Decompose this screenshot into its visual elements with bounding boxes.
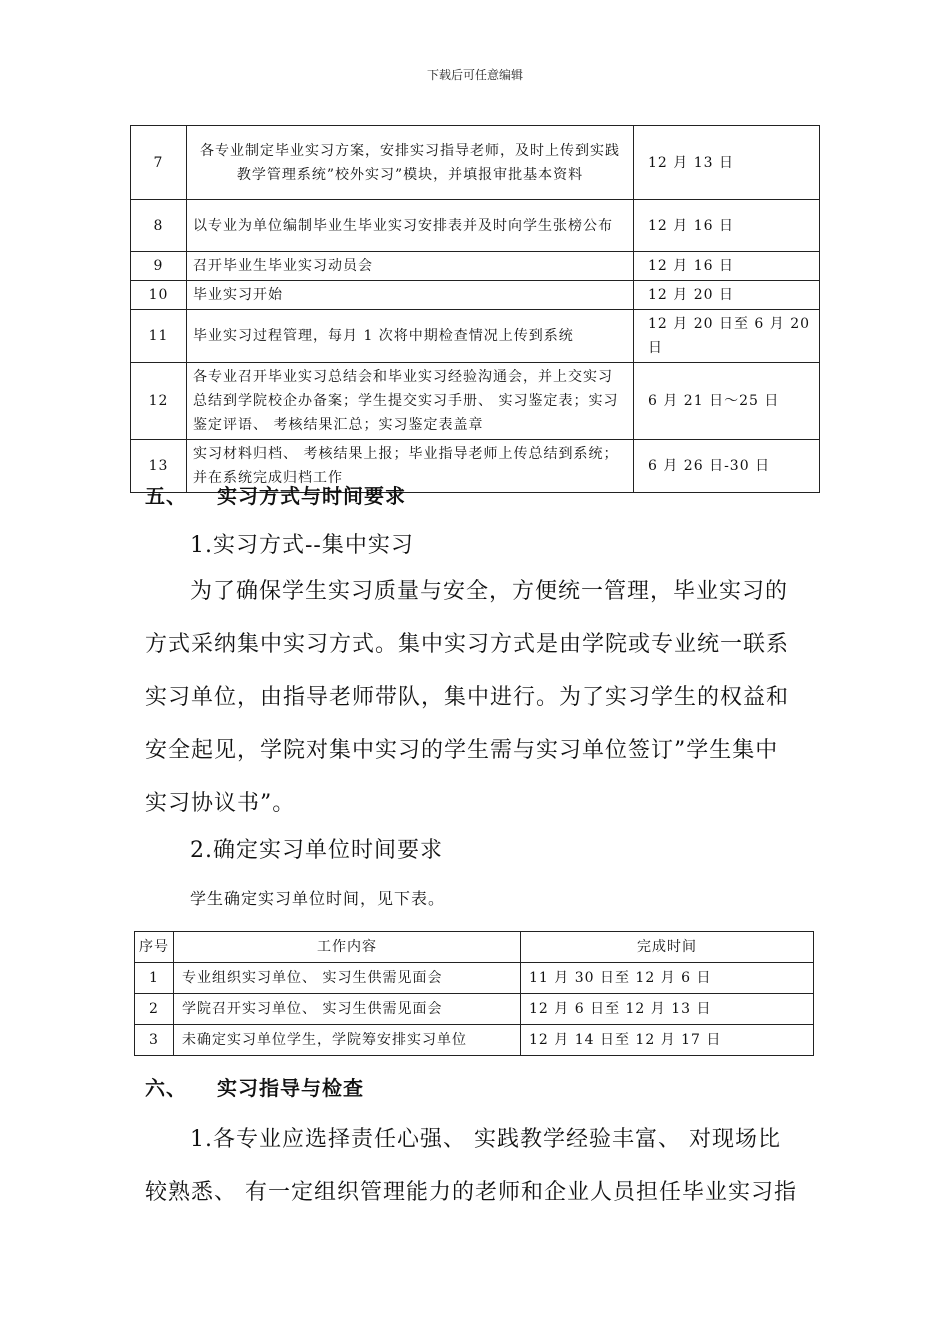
row-content: 专业组织实习单位、 实习生供需见面会 — [174, 963, 521, 994]
row-content: 召开毕业生毕业实习动员会 — [187, 252, 634, 281]
table-row — [131, 363, 820, 440]
row-number: 12 — [131, 363, 187, 440]
row-content: 毕业实习过程管理，每月 1 次将中期检查情况上传到系统 — [187, 310, 634, 363]
row-date: 12 月 16 日 — [634, 252, 820, 281]
table-row — [131, 126, 820, 200]
placement-deadline-table — [134, 931, 814, 1056]
table-header-row — [135, 932, 814, 963]
section-5-title: 实习方式与时间要求 — [217, 484, 406, 508]
section-5-heading — [145, 480, 406, 509]
row-number: 11 — [131, 310, 187, 363]
row-content: 以专业为单位编制毕业生毕业实习安排表并及时向学生张榜公布 — [187, 200, 634, 252]
section-6-title: 实习指导与检查 — [217, 1076, 364, 1100]
schedule-table-continued — [130, 125, 820, 493]
row-content: 学院召开实习单位、 实习生供需见面会 — [174, 994, 521, 1025]
section-5-subheading-2: 2.确定实习单位时间要求 — [190, 838, 443, 863]
row-number: 1 — [135, 963, 174, 994]
section-6-number: 六、 — [145, 1076, 187, 1100]
row-number: 7 — [131, 126, 187, 200]
paragraph-line: 安全起见，学院对集中实习的学生需与实习单位签订”学生集中 — [145, 738, 779, 763]
row-number: 2 — [135, 994, 174, 1025]
row-date: 11 月 30 日至 12 月 6 日 — [521, 963, 814, 994]
section-6-paragraph — [145, 1113, 810, 1219]
table-row — [131, 281, 820, 310]
row-date: 12 月 20 日至 6 月 20 日 — [634, 310, 820, 363]
table-row — [135, 963, 814, 994]
row-content: 未确定实习单位学生，学院筹安排实习单位 — [174, 1025, 521, 1056]
row-number: 9 — [131, 252, 187, 281]
row-date: 12 月 20 日 — [634, 281, 820, 310]
table-intro: 学生确定实习单位时间，见下表。 — [190, 889, 446, 908]
row-date: 12 月 14 日至 12 月 17 日 — [521, 1025, 814, 1056]
section-5-subheading-1: 1.实习方式--集中实习 — [190, 533, 414, 558]
table-row — [135, 1025, 814, 1056]
header-note: 下载后可任意编辑 — [426, 68, 523, 82]
row-number: 3 — [135, 1025, 174, 1056]
row-content: 各专业召开毕业实习总结会和毕业实习经验沟通会，并上交实习总结到学院校企办备案；学生提交实习手册、 实习鉴定表；实习鉴定评语、 考核结果汇总；实习鉴定表盖章 — [187, 363, 634, 440]
section-5-number: 五、 — [145, 484, 187, 508]
section-5-paragraph — [145, 565, 810, 830]
row-content: 实习材料归档、 考核结果上报；毕业指导老师上传总结到系统；并在系统完成归档工作 — [187, 440, 634, 493]
header-number: 序号 — [135, 932, 174, 963]
table-row — [131, 252, 820, 281]
paragraph-line: 较熟悉、 有一定组织管理能力的老师和企业人员担任毕业实习指 — [145, 1180, 797, 1205]
paragraph-line: 实习协议书”。 — [145, 791, 296, 816]
header-date: 完成时间 — [521, 932, 814, 963]
paragraph-line: 方式采纳集中实习方式。集中实习方式是由学院或专业统一联系 — [145, 632, 790, 657]
row-number: 10 — [131, 281, 187, 310]
row-content: 各专业制定毕业实习方案，安排实习指导老师，及时上传到实践教学管理系统”校外实习”模块，并填报审批基本资料 — [187, 126, 634, 200]
table-row — [131, 310, 820, 363]
row-date: 6 月 26 日-30 日 — [634, 440, 820, 493]
paragraph-line: 1.各专业应选择责任心强、 实践教学经验丰富、 对现场比 — [190, 1127, 781, 1152]
row-date: 12 月 16 日 — [634, 200, 820, 252]
row-number: 13 — [131, 440, 187, 493]
row-content: 毕业实习开始 — [187, 281, 634, 310]
paragraph-line: 实习单位，由指导老师带队，集中进行。为了实习学生的权益和 — [145, 685, 790, 710]
paragraph-line: 为了确保学生实习质量与安全，方便统一管理，毕业实习的 — [190, 579, 789, 604]
row-date: 12 月 6 日至 12 月 13 日 — [521, 994, 814, 1025]
row-number: 8 — [131, 200, 187, 252]
header-content: 工作内容 — [174, 932, 521, 963]
row-date: 12 月 13 日 — [634, 126, 820, 200]
section-6-heading — [145, 1072, 364, 1101]
table-row — [135, 994, 814, 1025]
table-row — [131, 200, 820, 252]
row-date: 6 月 21 日～25 日 — [634, 363, 820, 440]
